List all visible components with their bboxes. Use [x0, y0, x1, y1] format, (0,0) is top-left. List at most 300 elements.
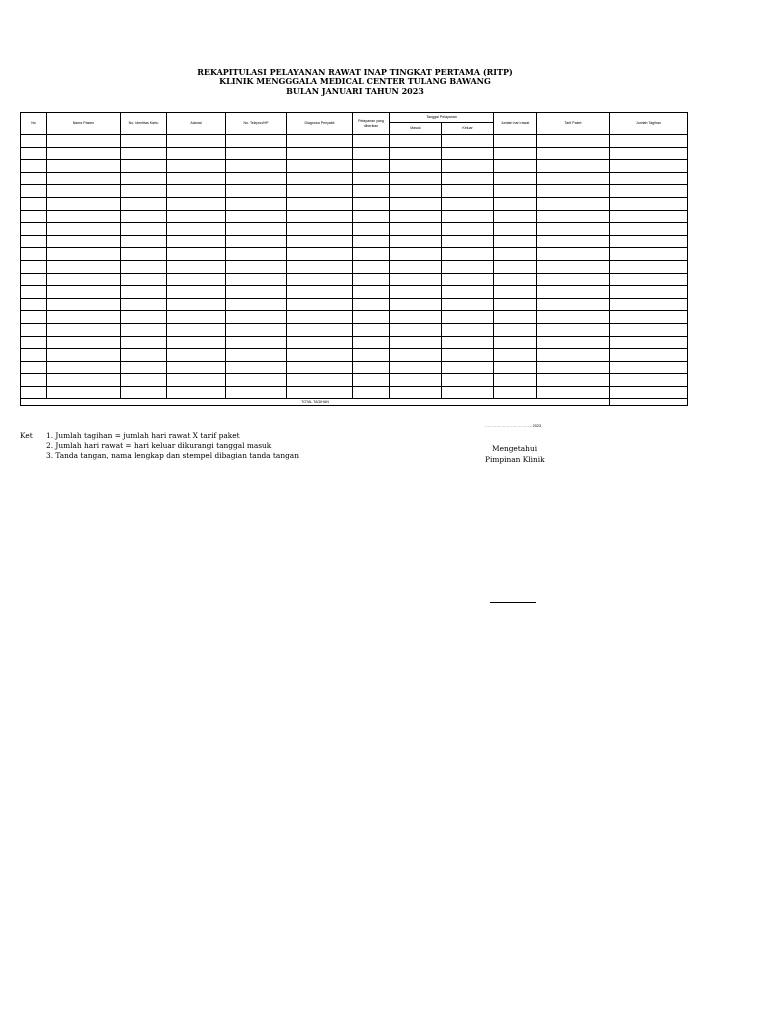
table-cell — [21, 311, 47, 324]
table-cell — [537, 223, 610, 236]
table-cell — [353, 361, 390, 374]
table-cell — [167, 160, 226, 173]
signature-date-line: ………………, ………………2023 — [485, 424, 542, 428]
table-cell — [442, 172, 494, 185]
table-row — [21, 172, 688, 185]
document-title-line-1: REKAPITULASI PELAYANAN RAWAT INAP TINGKAT PERTAMA (RITP) — [197, 67, 513, 77]
table-cell — [167, 336, 226, 349]
table-cell — [390, 197, 442, 210]
table-cell — [47, 336, 121, 349]
table-cell — [442, 336, 494, 349]
table-cell — [121, 260, 167, 273]
table-cell — [47, 248, 121, 261]
table-cell — [167, 210, 226, 223]
table-cell — [353, 160, 390, 173]
table-cell — [494, 260, 537, 273]
table-row — [21, 298, 688, 311]
column-header-no-telepon: No. Telepon/HP — [226, 113, 287, 135]
table-cell — [167, 374, 226, 387]
column-header-masuk: Masuk — [390, 123, 442, 135]
table-cell — [537, 248, 610, 261]
table-cell — [121, 298, 167, 311]
table-cell — [47, 185, 121, 198]
table-cell — [494, 147, 537, 160]
note-item-3: 3. Tanda tangan, nama lengkap dan stempel dibagian tanda tangan — [46, 451, 299, 461]
signature-line — [490, 602, 536, 603]
table-cell — [494, 374, 537, 387]
note-item-2: 2. Jumlah hari rawat = hari keluar dikurangi tanggal masuk — [46, 441, 272, 451]
table-row — [21, 135, 688, 148]
table-cell — [167, 197, 226, 210]
table-cell — [21, 147, 47, 160]
table-cell — [353, 248, 390, 261]
document-title-line-3: BULAN JANUARI TAHUN 2023 — [286, 86, 424, 96]
table-cell — [47, 273, 121, 286]
table-cell — [287, 374, 353, 387]
table-cell — [390, 135, 442, 148]
table-cell — [442, 273, 494, 286]
table-cell — [442, 386, 494, 399]
table-cell — [390, 273, 442, 286]
table-cell — [47, 235, 121, 248]
table-cell — [610, 235, 688, 248]
table-cell — [21, 298, 47, 311]
table-cell — [287, 210, 353, 223]
table-cell — [21, 172, 47, 185]
table-cell — [167, 323, 226, 336]
table-cell — [287, 273, 353, 286]
table-cell — [442, 197, 494, 210]
table-cell — [353, 286, 390, 299]
table-cell — [287, 386, 353, 399]
table-cell — [537, 374, 610, 387]
column-header-nama-pasien: Nama Pasien — [47, 113, 121, 135]
table-cell — [167, 223, 226, 236]
table-row — [21, 273, 688, 286]
table-cell — [121, 147, 167, 160]
table-row — [21, 147, 688, 160]
table-cell — [121, 323, 167, 336]
table-cell — [494, 336, 537, 349]
table-cell — [167, 135, 226, 148]
column-header-jumlah-tagihan: Jumlah Tagihan — [610, 113, 688, 135]
table-cell — [226, 147, 287, 160]
table-cell — [121, 135, 167, 148]
table-cell — [121, 160, 167, 173]
column-header-tanggal-pelayanan: Tanggal Pelayanan — [390, 113, 494, 123]
table-cell — [353, 235, 390, 248]
table-cell — [226, 386, 287, 399]
table-cell — [287, 172, 353, 185]
table-cell — [121, 273, 167, 286]
table-cell — [390, 336, 442, 349]
table-cell — [390, 172, 442, 185]
table-cell — [21, 235, 47, 248]
table-cell — [537, 336, 610, 349]
table-cell — [21, 273, 47, 286]
table-cell — [226, 160, 287, 173]
table-cell — [21, 185, 47, 198]
table-cell — [442, 210, 494, 223]
table-cell — [287, 160, 353, 173]
table-cell — [442, 260, 494, 273]
table-cell — [287, 185, 353, 198]
table-cell — [21, 386, 47, 399]
table-cell — [537, 172, 610, 185]
table-cell — [21, 223, 47, 236]
table-cell — [167, 248, 226, 261]
table-cell — [494, 160, 537, 173]
table-cell — [442, 374, 494, 387]
table-cell — [610, 185, 688, 198]
recap-table — [20, 112, 688, 406]
total-value-cell — [610, 399, 688, 406]
table-cell — [537, 185, 610, 198]
table-cell — [353, 298, 390, 311]
table-cell — [287, 235, 353, 248]
table-cell — [121, 197, 167, 210]
table-cell — [47, 323, 121, 336]
table-cell — [226, 323, 287, 336]
table-cell — [390, 374, 442, 387]
table-cell — [610, 349, 688, 362]
table-row — [21, 323, 688, 336]
table-cell — [47, 386, 121, 399]
table-cell — [390, 223, 442, 236]
table-row — [21, 386, 688, 399]
table-cell — [167, 172, 226, 185]
table-cell — [287, 135, 353, 148]
table-cell — [610, 210, 688, 223]
table-cell — [21, 286, 47, 299]
table-cell — [287, 223, 353, 236]
table-row — [21, 349, 688, 362]
table-cell — [494, 172, 537, 185]
table-cell — [226, 210, 287, 223]
table-cell — [47, 349, 121, 362]
table-row — [21, 185, 688, 198]
table-cell — [287, 323, 353, 336]
column-header-pelayanan: Pelayanan yang diberikan — [353, 113, 390, 135]
table-cell — [390, 349, 442, 362]
table-cell — [537, 311, 610, 324]
table-cell — [442, 311, 494, 324]
table-cell — [537, 273, 610, 286]
table-cell — [287, 248, 353, 261]
table-cell — [121, 286, 167, 299]
table-cell — [21, 197, 47, 210]
table-cell — [442, 298, 494, 311]
table-cell — [390, 235, 442, 248]
table-cell — [287, 361, 353, 374]
table-cell — [610, 223, 688, 236]
table-cell — [121, 349, 167, 362]
table-cell — [226, 248, 287, 261]
table-cell — [167, 273, 226, 286]
table-cell — [21, 260, 47, 273]
table-cell — [610, 273, 688, 286]
table-cell — [121, 386, 167, 399]
table-cell — [537, 210, 610, 223]
table-cell — [167, 185, 226, 198]
table-cell — [494, 223, 537, 236]
table-cell — [494, 323, 537, 336]
table-cell — [21, 349, 47, 362]
table-cell — [353, 223, 390, 236]
table-cell — [442, 223, 494, 236]
table-cell — [353, 210, 390, 223]
table-row — [21, 235, 688, 248]
table-body — [21, 135, 688, 399]
table-cell — [226, 235, 287, 248]
table-cell — [390, 386, 442, 399]
table-cell — [226, 135, 287, 148]
table-cell — [21, 210, 47, 223]
table-cell — [121, 185, 167, 198]
total-label: TOTAL TAGIHAN — [21, 399, 610, 406]
table-cell — [610, 147, 688, 160]
table-cell — [442, 349, 494, 362]
table-cell — [537, 298, 610, 311]
table-cell — [167, 147, 226, 160]
note-item-1: 1. Jumlah tagihan = jumlah hari rawat X tarif paket — [46, 431, 240, 440]
table-cell — [167, 311, 226, 324]
table-cell — [537, 160, 610, 173]
table-cell — [121, 248, 167, 261]
table-cell — [287, 147, 353, 160]
table-cell — [47, 210, 121, 223]
table-cell — [21, 361, 47, 374]
table-cell — [442, 361, 494, 374]
table-cell — [121, 311, 167, 324]
table-cell — [287, 197, 353, 210]
table-cell — [167, 349, 226, 362]
signature-pimpinan: Pimpinan Klinik — [485, 455, 545, 464]
table-cell — [390, 248, 442, 261]
table-cell — [610, 260, 688, 273]
ket-label: Ket — [20, 431, 33, 440]
table-cell — [610, 298, 688, 311]
table-cell — [537, 286, 610, 299]
table-cell — [494, 235, 537, 248]
table-cell — [47, 298, 121, 311]
table-cell — [47, 172, 121, 185]
table-cell — [226, 311, 287, 324]
table-cell — [21, 336, 47, 349]
table-cell — [21, 323, 47, 336]
table-cell — [610, 286, 688, 299]
table-cell — [121, 172, 167, 185]
table-cell — [353, 311, 390, 324]
table-row — [21, 160, 688, 173]
table-row — [21, 210, 688, 223]
table-cell — [47, 311, 121, 324]
column-header-diagnosa: Diagnosa Penyakit — [287, 113, 353, 135]
table-cell — [610, 160, 688, 173]
table-cell — [167, 286, 226, 299]
column-header-alamat: Alamat — [167, 113, 226, 135]
table-cell — [442, 286, 494, 299]
table-cell — [610, 135, 688, 148]
column-header-tarif-paket: Tarif Paket — [537, 113, 610, 135]
column-header-no: No — [21, 113, 47, 135]
table-cell — [390, 298, 442, 311]
table-cell — [390, 286, 442, 299]
table-cell — [494, 349, 537, 362]
table-cell — [494, 298, 537, 311]
table-cell — [47, 260, 121, 273]
table-cell — [353, 374, 390, 387]
table-cell — [121, 336, 167, 349]
table-cell — [610, 197, 688, 210]
table-cell — [21, 160, 47, 173]
table-cell — [610, 323, 688, 336]
table-cell — [47, 197, 121, 210]
table-cell — [21, 248, 47, 261]
table-cell — [287, 286, 353, 299]
table-cell — [121, 374, 167, 387]
table-cell — [226, 185, 287, 198]
table-cell — [121, 361, 167, 374]
table-cell — [494, 286, 537, 299]
table-cell — [226, 298, 287, 311]
table-cell — [610, 248, 688, 261]
table-cell — [121, 235, 167, 248]
table-cell — [226, 260, 287, 273]
table-cell — [121, 210, 167, 223]
table-cell — [47, 361, 121, 374]
table-cell — [287, 260, 353, 273]
table-cell — [610, 311, 688, 324]
table-cell — [167, 298, 226, 311]
table-cell — [442, 147, 494, 160]
table-cell — [21, 374, 47, 387]
table-cell — [287, 298, 353, 311]
table-cell — [353, 349, 390, 362]
table-cell — [610, 374, 688, 387]
table-cell — [494, 197, 537, 210]
table-cell — [494, 361, 537, 374]
table-cell — [610, 386, 688, 399]
table-cell — [353, 185, 390, 198]
table-cell — [353, 260, 390, 273]
signature-mengetahui: Mengetahui — [492, 444, 538, 453]
table-cell — [353, 147, 390, 160]
table-cell — [537, 323, 610, 336]
table-cell — [353, 197, 390, 210]
table-cell — [353, 386, 390, 399]
table-cell — [537, 197, 610, 210]
table-cell — [537, 386, 610, 399]
table-cell — [353, 336, 390, 349]
table-cell — [226, 273, 287, 286]
table-cell — [167, 386, 226, 399]
table-cell — [442, 160, 494, 173]
table-cell — [442, 235, 494, 248]
table-cell — [610, 336, 688, 349]
table-cell — [494, 273, 537, 286]
table-cell — [226, 286, 287, 299]
table-cell — [442, 185, 494, 198]
table-cell — [121, 223, 167, 236]
table-cell — [537, 260, 610, 273]
table-cell — [353, 172, 390, 185]
table-cell — [167, 260, 226, 273]
table-cell — [390, 147, 442, 160]
column-header-jumlah-hari: Jumlah hari rawat — [494, 113, 537, 135]
table-cell — [610, 172, 688, 185]
table-cell — [287, 311, 353, 324]
table-cell — [390, 260, 442, 273]
table-row — [21, 286, 688, 299]
table-cell — [494, 210, 537, 223]
table-cell — [287, 336, 353, 349]
table-cell — [353, 323, 390, 336]
table-cell — [390, 160, 442, 173]
table-cell — [47, 147, 121, 160]
table-cell — [390, 210, 442, 223]
table-row — [21, 223, 688, 236]
table-cell — [390, 361, 442, 374]
table-cell — [21, 135, 47, 148]
table-cell — [353, 135, 390, 148]
table-cell — [442, 135, 494, 148]
table-row — [21, 311, 688, 324]
table-cell — [226, 197, 287, 210]
table-cell — [537, 135, 610, 148]
table-cell — [537, 361, 610, 374]
table-cell — [226, 223, 287, 236]
table-cell — [494, 248, 537, 261]
table-cell — [610, 361, 688, 374]
table-cell — [226, 374, 287, 387]
table-cell — [167, 235, 226, 248]
table-cell — [226, 361, 287, 374]
table-cell — [47, 223, 121, 236]
table-cell — [226, 349, 287, 362]
table-cell — [390, 311, 442, 324]
table-cell — [47, 160, 121, 173]
table-cell — [494, 311, 537, 324]
table-cell — [47, 374, 121, 387]
table-cell — [287, 349, 353, 362]
table-cell — [226, 172, 287, 185]
table-cell — [442, 323, 494, 336]
table-row — [21, 361, 688, 374]
table-cell — [537, 349, 610, 362]
table-row — [21, 374, 688, 387]
table-row — [21, 197, 688, 210]
table-cell — [537, 235, 610, 248]
table-row — [21, 248, 688, 261]
table-cell — [390, 323, 442, 336]
column-header-no-identitas: No. Identitas Kartu — [121, 113, 167, 135]
table-cell — [442, 248, 494, 261]
table-cell — [226, 336, 287, 349]
table-cell — [353, 273, 390, 286]
table-row — [21, 260, 688, 273]
table-cell — [47, 286, 121, 299]
table-cell — [167, 361, 226, 374]
table-cell — [47, 135, 121, 148]
document-title-line-2: KLINIK MENGGGALA MEDICAL CENTER TULANG BAWANG — [219, 76, 491, 86]
total-row — [21, 399, 688, 406]
table-cell — [494, 185, 537, 198]
table-cell — [494, 135, 537, 148]
column-header-keluar: Keluar — [442, 123, 494, 135]
table-cell — [390, 185, 442, 198]
table-cell — [537, 147, 610, 160]
